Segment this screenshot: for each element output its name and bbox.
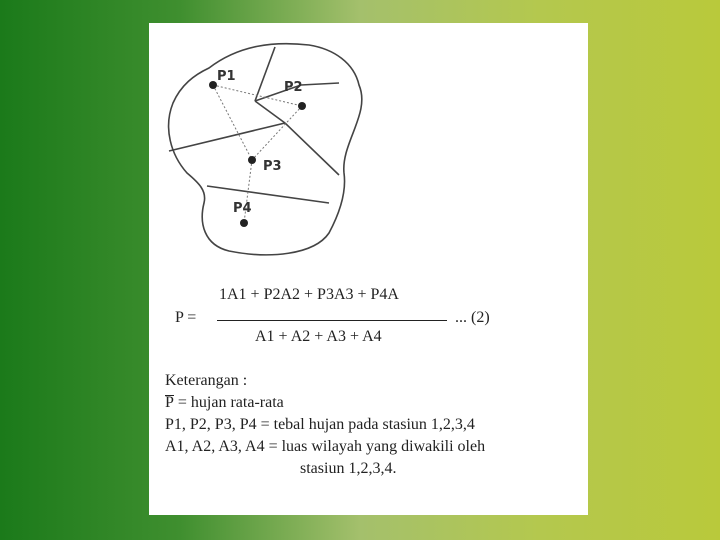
station-p2-label: P2	[284, 80, 303, 95]
legend-stations-definition: P1, P2, P3, P4 = tebal hujan pada stasiun 1,2,3,4	[165, 416, 475, 433]
document-sheet	[149, 23, 588, 515]
legend-block	[165, 370, 585, 480]
formula-lhs: P =	[175, 309, 197, 326]
station-p4-point	[240, 219, 248, 227]
p-definition-text: = hujan rata-rata	[173, 394, 284, 411]
legend-p-definition	[165, 392, 585, 414]
legend-heading: Keterangan :	[165, 372, 248, 389]
legend-areas-definition-continued: stasiun 1,2,3,4.	[300, 460, 397, 477]
station-p4-label: P4	[233, 201, 252, 216]
station-p1-point	[209, 81, 217, 89]
station-connection-lines	[213, 85, 302, 223]
average-rainfall-formula	[149, 285, 588, 375]
station-p1-label: P1	[217, 69, 236, 84]
p-bar-symbol: P	[165, 394, 174, 411]
station-p3-point	[248, 156, 256, 164]
station-p2-point	[298, 102, 306, 110]
equation-number: ... (2)	[455, 309, 490, 326]
thiessen-polygon-diagram	[149, 23, 588, 283]
station-p3-label: P3	[263, 159, 282, 174]
formula-denominator: A1 + A2 + A3 + A4	[255, 328, 382, 345]
legend-areas-definition: A1, A2, A3, A4 = luas wilayah yang diwakili oleh	[165, 438, 486, 455]
fraction-bar	[217, 320, 447, 321]
formula-numerator: 1A1 + P2A2 + P3A3 + P4A	[219, 286, 399, 303]
